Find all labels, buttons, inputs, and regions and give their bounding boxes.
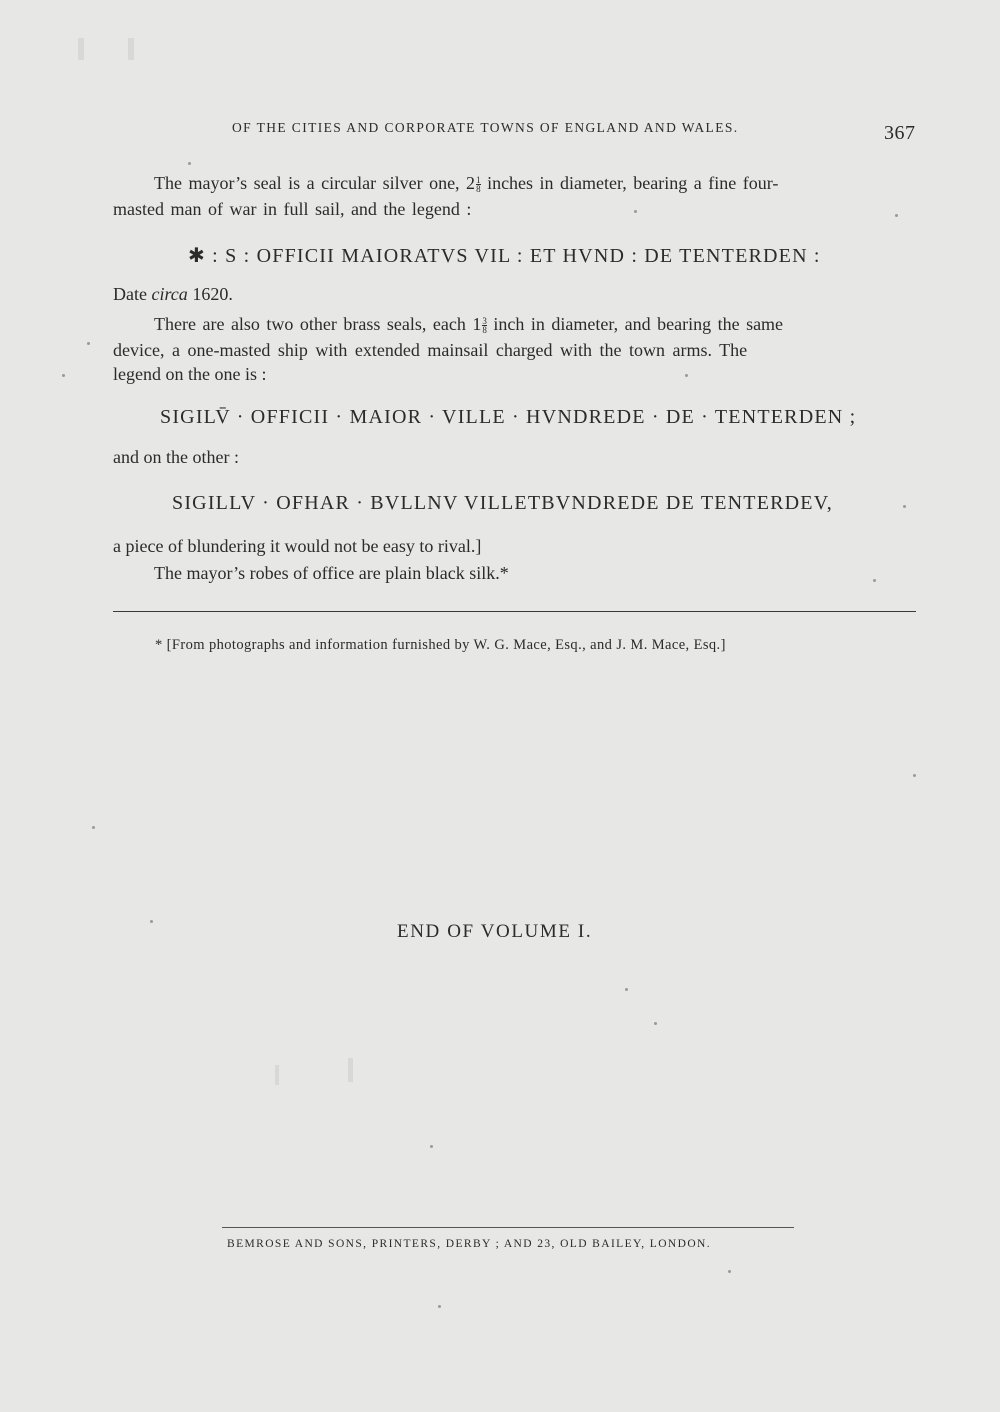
paper-speck (188, 162, 191, 165)
footnote: * [From photographs and information furnished by W. G. Mace, Esq., and J. M. Mace, Esq.] (155, 637, 726, 653)
paragraph-brass-seals-line-1 (154, 311, 783, 337)
end-of-volume: END OF VOLUME I. (397, 921, 593, 942)
paper-speck (873, 579, 876, 582)
text-fragment: 1620. (187, 284, 233, 304)
paper-speck (728, 1270, 731, 1273)
text-fragment: inch in diameter, and bearing the same (486, 314, 784, 334)
imprint-divider (222, 1227, 794, 1228)
page-number: 367 (884, 122, 916, 144)
star-icon: ✱ (188, 243, 206, 267)
bleed-through-mark (78, 38, 84, 60)
paper-speck (92, 826, 95, 829)
paragraph-blundering: a piece of blundering it would not be easy to rival.] (113, 536, 482, 556)
fraction-denominator: 8 (482, 325, 487, 336)
paper-speck (438, 1305, 441, 1308)
seal-legend-mayor (188, 243, 821, 268)
text-fragment: There are also two other brass seals, each 1 (154, 314, 482, 334)
circa-italic: circa (151, 284, 188, 304)
fraction-numerator: 1 (476, 175, 481, 186)
paper-speck (895, 214, 898, 217)
fraction-numerator: 3 (482, 316, 487, 327)
text-fragment: inches in diameter, bearing a fine four- (480, 173, 779, 193)
bleed-through-mark (275, 1065, 279, 1085)
paper-speck (654, 1022, 657, 1025)
and-on-the-other: and on the other : (113, 447, 239, 467)
seal-legend-text: : S : OFFICII MAIORATVS VIL : ET HVND : DE TENTERDEN : (205, 245, 821, 267)
paper-speck (87, 342, 90, 345)
paragraph-brass-seals-line-3: legend on the one is : (113, 364, 267, 384)
text-fragment: Date (113, 284, 152, 304)
text-fragment: The mayor’s seal is a circular silver one, 2 (154, 173, 476, 193)
paper-speck (903, 505, 906, 508)
paragraph-mayor-seal-line-2: masted man of war in full sail, and the legend : (113, 199, 472, 219)
paragraph-brass-seals-line-2: device, a one-masted ship with extended mainsail charged with the town arms. The (113, 340, 748, 360)
seal-legend-other: SIGILLV · OFHAR · BVLLNV VILLETBVNDREDE DE TENTERDEV, (172, 492, 833, 514)
paper-speck (634, 210, 637, 213)
footnote-divider (113, 611, 916, 612)
seal-legend-one: SIGILV̄ · OFFICII · MAIOR · VILLE · HVNDREDE · DE · TENTERDEN ; (160, 406, 857, 428)
fraction-denominator: 8 (476, 184, 481, 195)
paper-speck (62, 374, 65, 377)
bleed-through-mark (348, 1058, 353, 1082)
paper-speck (913, 774, 916, 777)
paper-speck (625, 988, 628, 991)
seal-date (113, 281, 233, 307)
bleed-through-mark (128, 38, 134, 60)
paper-speck (430, 1145, 433, 1148)
paper-speck (150, 920, 153, 923)
paper-speck (685, 374, 688, 377)
paragraph-mayor-seal-line-1 (154, 170, 778, 196)
running-title: OF THE CITIES AND CORPORATE TOWNS OF ENGLAND AND WALES. (232, 120, 739, 135)
paragraph-mayor-robes: The mayor’s robes of office are plain black silk.* (154, 563, 509, 583)
printer-imprint: BEMROSE AND SONS, PRINTERS, DERBY ; AND 23, OLD BAILEY, LONDON. (227, 1238, 712, 1250)
